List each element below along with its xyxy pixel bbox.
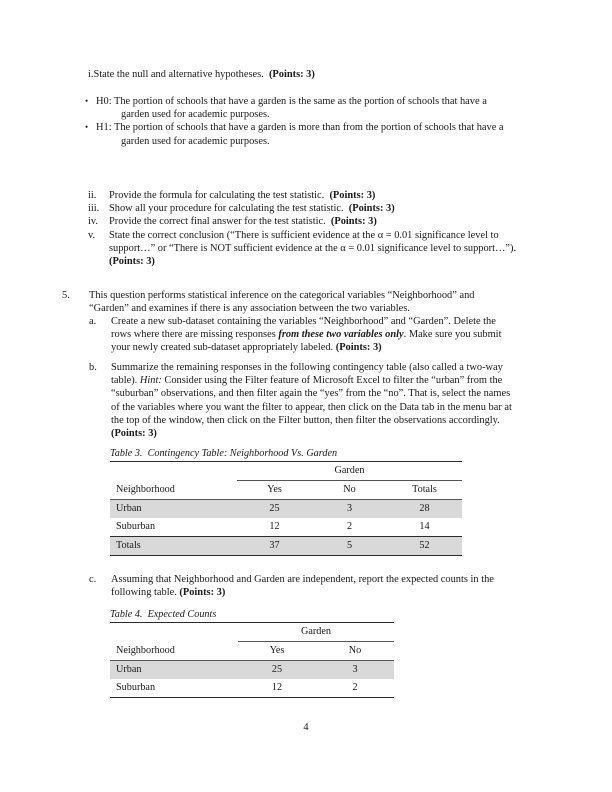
table3-urban-yes: 25 <box>269 503 280 514</box>
table-row <box>110 679 394 698</box>
list-item-conclusion <box>88 229 538 269</box>
final-answer-instruction: Provide the correct final answer for the test statistic. <box>109 216 326 228</box>
table4-row-label-urban: Urban <box>116 664 142 675</box>
expected-counts-table <box>110 622 394 698</box>
table3-header-neighborhood: Neighborhood <box>110 481 237 500</box>
table3-totals-no: 5 <box>312 537 387 556</box>
part-b-line-1: Summarize the remaining responses in the following contingency table (also called a two-way <box>111 362 503 373</box>
table3-urban-no: 3 <box>346 503 353 514</box>
table3-caption-text: Contingency Table: Neighborhood Vs. Garden <box>147 448 338 459</box>
list-marker: iv. <box>88 216 99 228</box>
table4-caption-text: Expected Counts <box>147 609 217 620</box>
subquestion-letter: c. <box>89 574 97 585</box>
table4-header-no: No <box>316 642 394 661</box>
question5-line-1: This question performs statistical inference on the categorical variables “Neighborhood” and <box>89 290 475 301</box>
points-label: (Points: 3) <box>111 428 157 440</box>
list-item-hypotheses <box>88 68 536 81</box>
list-marker: v. <box>88 229 96 241</box>
procedure-instruction: Show all your procedure for calculating the test statistic. <box>109 203 344 215</box>
part-c-line-1: Assuming that Neighborhood and Garden are independent, report the expected counts in the <box>111 574 494 585</box>
points-label: (Points: 3) <box>329 190 376 201</box>
table4-spanner-garden: Garden <box>238 623 394 642</box>
table3-caption <box>110 447 466 460</box>
question-number: 5. <box>62 290 70 301</box>
part-b-line-4: of the variables where you want the filter to appear, then click on the Data tab in the menu bar at <box>111 401 512 413</box>
bullet-item-h0 <box>85 95 537 121</box>
table3-totals-yes: 37 <box>237 537 312 556</box>
list-marker: ii. <box>88 190 97 201</box>
table-row <box>110 537 462 556</box>
bullet-text <box>96 121 537 147</box>
subquestion-letter: b. <box>89 362 97 373</box>
table4-urban-no: 3 <box>352 664 358 675</box>
part-b-line-5: the top of the window, then click on the Filter button, then filter the observations accordingly. <box>111 414 500 426</box>
hint-label: Hint: <box>139 375 162 387</box>
subquestion-text <box>111 573 537 599</box>
question-text <box>89 289 538 315</box>
subquestion-text <box>111 361 537 440</box>
h0-line-2: garden used for academic purposes. <box>121 109 270 121</box>
list-item-text <box>109 202 538 215</box>
table3-suburban-no: 2 <box>346 521 353 532</box>
question5-line-2: “Garden” and examines if there is any association between the two variables. <box>89 303 410 315</box>
bullet-glyph: • <box>85 122 89 133</box>
part-b-line-2a: table). <box>111 375 140 387</box>
list-item-text <box>109 215 538 228</box>
table4-row-label-suburban: Suburban <box>110 679 238 698</box>
list-item-text <box>109 189 538 202</box>
table3-header-totals: Totals <box>387 481 462 500</box>
bullet-item-h1 <box>85 121 537 147</box>
table4-spanner-empty <box>110 623 238 642</box>
table3-header-no: No <box>312 481 387 500</box>
table4-suburban-no: 2 <box>316 679 394 698</box>
table4-header-yes: Yes <box>238 642 316 661</box>
table4-suburban-yes: 12 <box>238 679 316 698</box>
table3-suburban-totals: 14 <box>419 521 430 532</box>
list-item-final-answer <box>88 215 538 228</box>
part-b-line-2c: Consider using the Filter feature of Microsoft Excel to filter the “urban” from the <box>161 375 503 387</box>
table3-urban-totals: 28 <box>419 503 430 514</box>
subquestion-b <box>89 361 537 440</box>
table4-spanner-row <box>110 623 394 642</box>
table3-totals-grand: 52 <box>387 537 462 556</box>
table4-header-row <box>110 642 394 661</box>
bullet-glyph: • <box>85 96 89 106</box>
list-marker: i. <box>88 69 94 80</box>
part-a-emphasis: from these two variables only <box>278 329 404 341</box>
conclusion-line-2: support…” or “There is NOT sufficient evidence at the α = 0.01 significance level to support…”). <box>109 242 517 254</box>
subquestion-a <box>89 315 537 355</box>
subquestion-letter: a. <box>89 316 97 327</box>
table3-row-label-totals: Totals <box>110 537 237 556</box>
list-item-text <box>109 229 538 269</box>
points-label: (Points: 3) <box>335 342 382 354</box>
points-label: (Points: 3) <box>109 256 155 268</box>
table3-row-label-suburban: Suburban <box>116 521 156 532</box>
part-a-line-1: Create a new sub-dataset containing the variables “Neighborhood” and “Garden”. Delete the <box>111 316 496 327</box>
formula-instruction: Provide the formula for calculating the test statistic. <box>109 190 325 201</box>
table4-caption <box>110 608 396 621</box>
points-label: (Points: 3) <box>179 587 226 599</box>
part-a-line-2c: . Make sure you submit <box>403 329 502 341</box>
list-item-procedure <box>88 202 538 215</box>
points-label: (Points: 3) <box>348 203 395 215</box>
table3-header-row <box>110 481 462 500</box>
table3-spanner-row <box>110 462 462 481</box>
contingency-table <box>110 461 462 556</box>
part-c-line-2: following table. <box>111 587 180 599</box>
table-row <box>110 518 462 537</box>
part-a-line-3: your newly created sub-dataset appropriately labeled. <box>111 342 336 354</box>
table-row <box>110 661 394 680</box>
table3-suburban-yes: 12 <box>269 521 280 532</box>
table4-caption-label: Table 4. <box>110 609 143 620</box>
table-row <box>110 500 462 519</box>
bullet-text <box>96 95 537 121</box>
list-marker: iii. <box>88 203 100 215</box>
part-b-line-3: “suburban” observations, and then filter again the “yes” from the “no”. That is, select the names <box>111 388 511 400</box>
page-number: 4 <box>303 722 309 733</box>
points-label: (Points: 3) <box>330 216 377 228</box>
conclusion-line-1: State the correct conclusion (“There is sufficient evidence at the α = 0.01 significance level to <box>109 229 499 241</box>
list-item-formula <box>88 189 538 202</box>
list-item-text <box>94 68 537 81</box>
table3-header-yes: Yes <box>237 481 312 500</box>
table3-spanner-garden: Garden <box>237 462 462 481</box>
points-label: (Points: 3) <box>268 69 315 80</box>
question-5 <box>62 289 538 315</box>
subquestion-c <box>89 573 537 599</box>
table3-spanner-empty <box>110 462 237 481</box>
hypotheses-instruction: State the null and alternative hypotheses. <box>93 69 264 80</box>
table3-caption-label: Table 3. <box>110 448 143 459</box>
table4-urban-yes: 25 <box>271 664 283 675</box>
table4-header-neighborhood: Neighborhood <box>110 642 238 661</box>
table3-row-label-urban: Urban <box>116 503 142 514</box>
part-a-line-2a: rows where there are missing responses <box>111 329 279 341</box>
subquestion-text <box>111 315 537 355</box>
h0-line-1: H0: The portion of schools that have a garden is the same as the portion of schools that have a <box>96 96 487 107</box>
h1-line-2: garden used for academic purposes. <box>121 135 270 147</box>
h1-line-1: H1: The portion of schools that have a garden is more than from the portion of schools that have a <box>96 122 504 134</box>
